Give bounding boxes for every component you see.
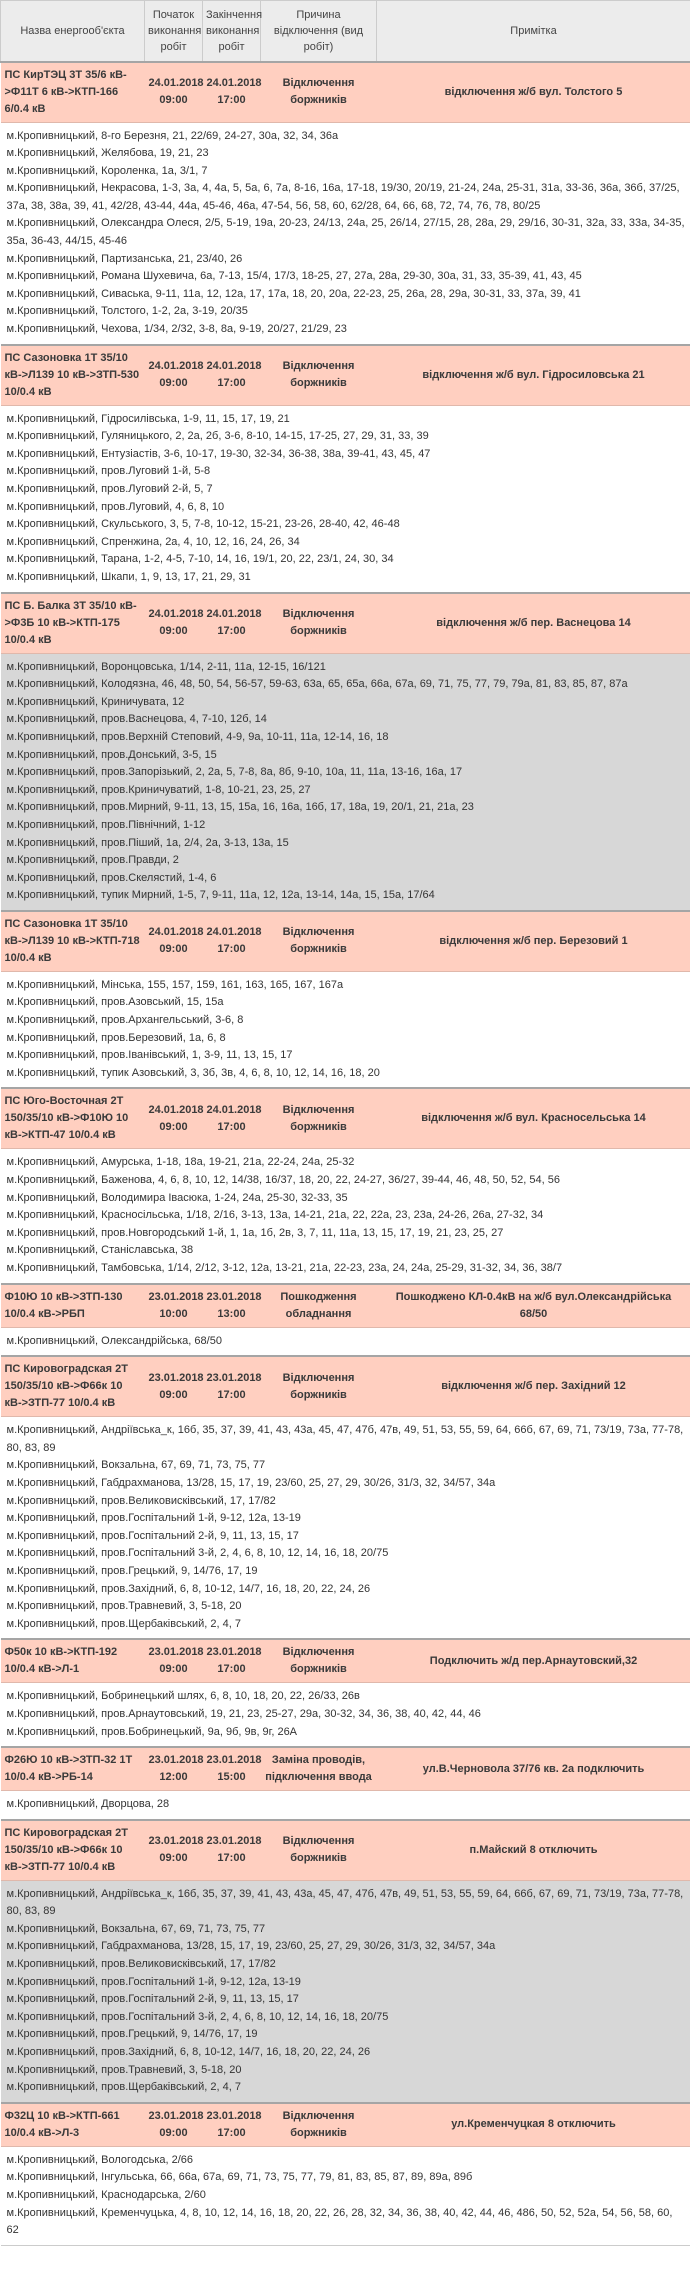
address-row [1, 1880, 690, 2103]
address-item: м.Кропивницький, пров.Васнецова, 4, 7-10, 12б, 14 [6, 713, 267, 726]
address-item: м.Кропивницький, пров.Скелястий, 1-4, 6 [6, 871, 217, 884]
address-item: м.Кропивницький, Криничувата, 12 [6, 695, 185, 708]
end-time: 17:00 [217, 1388, 246, 1401]
end-date: 24.01.2018 [206, 1103, 262, 1116]
reason: Заміна проводів, підключення ввода [261, 1747, 377, 1791]
reason: Відключення боржників [261, 1356, 377, 1417]
address-item: м.Кропивницький, Партизанська, 21, 23/40, 26 [6, 252, 243, 265]
start-cell [145, 1356, 203, 1417]
end-cell [203, 345, 261, 406]
start-cell [145, 345, 203, 406]
start-cell [145, 593, 203, 654]
outage-row [1, 1639, 690, 1683]
end-time: 17:00 [217, 94, 246, 106]
start-cell [145, 1639, 203, 1683]
address-list [1, 1880, 690, 2103]
address-item: м.Кропивницький, Вологодська, 2/66 [6, 2153, 194, 2166]
address-item: м.Кропивницький, Толстого, 1-2, 2а, 3-19, 20/35 [6, 305, 248, 318]
address-item: м.Кропивницький, пров.Березовий, 1а, 6, 8 [6, 1031, 226, 1044]
note: п.Майский 8 отключить [377, 1820, 690, 1881]
start-time: 12:00 [159, 1771, 188, 1784]
address-item: м.Кропивницький, Шкапи, 1, 9, 13, 17, 21, 29, 31 [6, 570, 251, 583]
address-item: м.Кропивницький, пров.Госпітальний 2-й, 9, 11, 13, 15, 17 [6, 1529, 299, 1542]
energy-object: ПС Сазоновка 1Т 35/10 кВ->Л139 10 кВ->ЗТП-530 10/0.4 кВ [1, 345, 145, 406]
end-cell [203, 1284, 261, 1328]
start-cell [145, 911, 203, 972]
end-date: 24.01.2018 [206, 926, 262, 939]
address-item: м.Кропивницький, пров.Криничуватий, 1-8, 10-21, 23, 25, 27 [6, 783, 311, 796]
address-row [1, 971, 690, 1088]
address-item: м.Кропивницький, Сиваська, 9-11, 11а, 12, 12а, 17, 17а, 18, 20, 20а, 22-23, 25, 26а, 28, 29а, 30-31, 33, 37а, 39, 41 [6, 287, 581, 300]
address-item: м.Кропивницький, Воронцовська, 1/14, 2-11, 11а, 12-15, 16/121 [6, 660, 326, 673]
address-item: м.Кропивницький, Вокзальна, 67, 69, 71, 73, 75, 77 [6, 1459, 266, 1472]
address-item: м.Кропивницький, Гідросилівська, 1-9, 11, 15, 17, 19, 21 [6, 412, 290, 425]
start-time: 09:00 [159, 943, 188, 956]
start-time: 09:00 [159, 1120, 188, 1133]
note: відключення ж/б пер. Березовий 1 [377, 911, 690, 972]
address-item: м.Кропивницький, пров.Госпітальний 1-й, 9-12, 12а, 13-19 [6, 1975, 301, 1988]
end-date: 23.01.2018 [206, 1371, 262, 1384]
start-date: 24.01.2018 [148, 1103, 204, 1116]
address-item: м.Кропивницький, Володимира Івасюка, 1-24, 24а, 25-30, 32-33, 35 [6, 1191, 348, 1204]
energy-object: Ф10Ю 10 кВ->ЗТП-130 10/0.4 кВ->РБП [1, 1284, 145, 1328]
address-item: м.Кропивницький, Короленка, 1а, 3/1, 7 [6, 164, 208, 177]
reason: Відключення боржників [261, 2103, 377, 2147]
start-date: 23.01.2018 [148, 1835, 204, 1848]
address-item: м.Кропивницький, Бобринецький шлях, 6, 8, 10, 18, 20, 22, 26/33, 26в [6, 1690, 360, 1703]
header-row [1, 1, 690, 62]
start-time: 09:00 [159, 1663, 188, 1676]
address-item: м.Кропивницький, пров.Луговий 2-й, 5, 7 [6, 483, 213, 495]
end-time: 17:00 [217, 1663, 246, 1676]
start-cell [145, 1088, 203, 1149]
address-item: м.Кропивницький, пров.Грецький, 9, 14/76, 17, 19 [6, 2028, 258, 2041]
address-item: м.Кропивницький, пров.Госпітальний 3-й, 2, 4, 6, 8, 10, 12, 14, 16, 18, 20/75 [6, 2010, 389, 2023]
outage-row [1, 1747, 690, 1791]
address-row [1, 1149, 690, 1284]
address-row [1, 653, 690, 911]
reason: Відключення боржників [261, 593, 377, 654]
start-date: 24.01.2018 [148, 77, 204, 89]
address-item: м.Кропивницький, пров.Великовисківський, 17, 17/82 [6, 1958, 276, 1971]
reason: Пошкодження обладнання [261, 1284, 377, 1328]
address-item: м.Кропивницький, Баженова, 4, 6, 8, 10, 12, 14/38, 16/37, 18, 20, 22, 24-27, 36/27, 39-44, 46, 48, 50, 52, 54, 56 [6, 1174, 560, 1187]
address-item: м.Кропивницький, Тарана, 1-2, 4-5, 7-10, 14, 16, 19/1, 20, 22, 23/1, 24, 30, 34 [6, 553, 394, 566]
end-date: 24.01.2018 [206, 77, 262, 89]
address-item: м.Кропивницький, Спренжина, 2а, 4, 10, 12, 16, 24, 26, 34 [6, 535, 300, 548]
address-row [1, 122, 690, 345]
address-item: м.Кропивницький, Станіславська, 38 [6, 1244, 194, 1257]
start-time: 09:00 [159, 377, 188, 390]
address-list [1, 122, 690, 345]
address-item: м.Кропивницький, Дворцова, 28 [6, 1798, 170, 1811]
address-list [1, 1417, 690, 1640]
address-item: м.Кропивницький, пров.Західний, 6, 8, 10-12, 14/7, 16, 18, 20, 22, 24, 26 [6, 2046, 371, 2059]
address-item: м.Кропивницький, Романа Шухевича, 6а, 7-13, 15/4, 17/3, 18-25, 27, 27а, 28а, 29-30, 30а, 31, 33, 35-39, 41, 43, 45 [6, 270, 582, 283]
energy-object: ПС Б. Балка 3Т 35/10 кВ->Ф3Б 10 кВ->КТП-175 10/0.4 кВ [1, 593, 145, 654]
end-cell [203, 2103, 261, 2147]
reason: Відключення боржників [261, 1639, 377, 1683]
address-row [1, 405, 690, 592]
end-date: 23.01.2018 [206, 1646, 262, 1659]
end-cell [203, 1356, 261, 1417]
end-cell [203, 1747, 261, 1791]
start-date: 23.01.2018 [148, 2109, 204, 2122]
address-item: м.Кропивницький, Тамбовська, 1/14, 2/12, 3-12, 12а, 13-21, 21а, 22-23, 23а, 24, 24а, 25-29, 31-32, 34, 36, 38/7 [6, 1262, 563, 1274]
address-list [1, 1149, 690, 1284]
address-item: м.Кропивницький, Ентузіастів, 3-6, 10-17, 19-30, 32-34, 36-38, 38а, 39-41, 43, 45, 47 [6, 447, 431, 460]
energy-object: ПС КирТЭЦ 3Т 35/6 кВ->Ф11Т 6 кВ->КТП-166 6/0.4 кВ [1, 62, 145, 123]
end-date: 23.01.2018 [206, 2109, 262, 2122]
note: ул.Кременчуцкая 8 отключить [377, 2103, 690, 2147]
outage-body [1, 62, 690, 2246]
reason: Відключення боржників [261, 345, 377, 406]
note: відключення ж/б вул. Гідросиловська 21 [377, 345, 690, 406]
outage-row [1, 62, 690, 123]
energy-object: Ф26Ю 10 кВ->ЗТП-32 1Т 10/0.4 кВ->РБ-14 [1, 1747, 145, 1791]
outage-row [1, 2103, 690, 2147]
energy-object: ПС Кировоградская 2Т 150/35/10 кВ->Ф66к 10 кВ->ЗТП-77 10/0.4 кВ [1, 1820, 145, 1881]
start-time: 09:00 [159, 1852, 188, 1865]
address-item: м.Кропивницький, Гуляницького, 2, 2а, 2б, 3-6, 8-10, 14-15, 17-25, 27, 29, 31, 33, 39 [6, 430, 429, 443]
header-start: Початок виконання робіт [145, 1, 203, 62]
address-item: м.Кропивницький, 8-го Березня, 21, 22/69, 24-27, 30а, 32, 34, 36а [6, 129, 339, 142]
address-item: м.Кропивницький, Чехова, 1/34, 2/32, 3-8, 8а, 9-19, 20/27, 21/29, 23 [6, 323, 347, 336]
energy-object: Ф32Ц 10 кВ->КТП-661 10/0.4 кВ->Л-3 [1, 2103, 145, 2147]
address-item: м.Кропивницький, пров.Бобринецький, 9а, 9б, 9в, 9г, 26А [6, 1725, 298, 1738]
header-end: Закінчення виконання робіт [203, 1, 261, 62]
end-cell [203, 1639, 261, 1683]
reason: Відключення боржників [261, 62, 377, 123]
start-date: 23.01.2018 [148, 1754, 204, 1767]
end-time: 15:00 [217, 1771, 246, 1784]
energy-object: ПС Кировоградская 2Т 150/35/10 кВ->Ф66к 10 кВ->ЗТП-77 10/0.4 кВ [1, 1356, 145, 1417]
start-cell [145, 62, 203, 123]
address-row [1, 1683, 690, 1747]
address-item: м.Кропивницький, пров.Архангельський, 3-6, 8 [6, 1014, 244, 1027]
outage-row [1, 1356, 690, 1417]
address-list [1, 2146, 690, 2245]
start-date: 24.01.2018 [148, 926, 204, 939]
end-time: 17:00 [217, 377, 246, 390]
note: відключення ж/б пер. Васнецова 14 [377, 593, 690, 654]
outage-row [1, 1820, 690, 1881]
address-item: м.Кропивницький, пров.Грецький, 9, 14/76, 17, 19 [6, 1564, 258, 1577]
start-date: 24.01.2018 [148, 360, 204, 373]
address-item: м.Кропивницький, Красносільська, 1/18, 2/16, 3-13, 13а, 14-21, 21а, 22, 22а, 23, 23а, 24-26, 26а, 27-32, 34 [6, 1209, 544, 1222]
address-list [1, 1327, 690, 1356]
outage-row [1, 593, 690, 654]
start-time: 09:00 [159, 2126, 188, 2139]
address-item: м.Кропивницький, пров.Щербаківський, 2, 4, 7 [6, 2081, 241, 2094]
start-date: 23.01.2018 [148, 1646, 204, 1659]
address-item: м.Кропивницький, Скульського, 3, 5, 7-8, 10-12, 15-21, 23-26, 28-40, 42, 46-48 [6, 518, 400, 531]
energy-object: Ф50к 10 кВ->КТП-192 10/0.4 кВ->Л-1 [1, 1639, 145, 1683]
address-item: м.Кропивницький, Некрасова, 1-3, 3а, 4, 4а, 5, 5а, 6, 7а, 8-16, 16а, 17-18, 19/30, 20/19, 21-24, 24а, 25-31, 31а, 33-36, 36а, 36б, 37/25, 37а, 38, 38а, 39, 41, 42/28, 43-44, 44а, 45-46, 46а, 47-54, 56, 58, 60, 62/28, 64, 66, 68, 72, 74, 76, 78, 80/25 [6, 182, 680, 212]
reason: Відключення боржників [261, 1820, 377, 1881]
outage-row [1, 1284, 690, 1328]
note: відключення ж/б вул. Красносельська 14 [377, 1088, 690, 1149]
address-item: м.Кропивницький, Олександрійська, 68/50 [6, 1334, 222, 1347]
end-date: 23.01.2018 [206, 1290, 262, 1303]
header-object: Назва енергооб'єкта [1, 1, 145, 62]
address-item: м.Кропивницький, Кременчуцька, 4, 8, 10, 12, 14, 16, 18, 20, 22, 26, 28, 32, 34, 36, 38, 40, 42, 44, 46, 486, 50, 52, 52а, 54, 56, 58, 60, 62 [6, 2206, 673, 2237]
outage-row [1, 345, 690, 406]
start-time: 09:00 [159, 94, 188, 106]
end-date: 23.01.2018 [206, 1754, 262, 1767]
address-item: м.Кропивницький, пров.Госпітальний 3-й, 2, 4, 6, 8, 10, 12, 14, 16, 18, 20/75 [6, 1547, 389, 1560]
end-date: 24.01.2018 [206, 360, 262, 373]
address-item: м.Кропивницький, Габдрахманова, 13/28, 15, 17, 19, 23/60, 25, 27, 29, 30/26, 31/3, 32, 34/57, 34а [6, 1476, 496, 1489]
start-cell [145, 1820, 203, 1881]
address-row [1, 2146, 690, 2245]
start-time: 09:00 [159, 625, 188, 638]
outage-row [1, 911, 690, 972]
end-time: 17:00 [217, 943, 246, 956]
note: відключення ж/б пер. Західний 12 [377, 1356, 690, 1417]
end-time: 13:00 [217, 1307, 246, 1320]
outage-row [1, 1088, 690, 1149]
address-item: м.Кропивницький, пров.Піший, 1а, 2/4, 2а, 3-13, 13а, 15 [6, 836, 289, 849]
address-item: м.Кропивницький, пров.Травневий, 3, 5-18, 20 [6, 2063, 242, 2076]
address-item: м.Кропивницький, Вокзальна, 67, 69, 71, 73, 75, 77 [6, 1922, 266, 1935]
start-cell [145, 1284, 203, 1328]
end-cell [203, 1820, 261, 1881]
address-item: м.Кропивницький, пров.Новгородський 1-й, 1, 1а, 1б, 2в, 3, 7, 11, 11а, 13, 15, 17, 19, 21, 23, 25, 27 [6, 1226, 504, 1239]
address-row [1, 1327, 690, 1356]
note: відключення ж/б вул. Толстого 5 [377, 62, 690, 123]
end-time: 17:00 [217, 625, 246, 638]
start-date: 23.01.2018 [148, 1371, 204, 1384]
address-item: м.Кропивницький, Колодязна, 46, 48, 50, 54, 56-57, 59-63, 63а, 65, 65а, 66а, 67а, 69, 71, 75, 77, 79, 79а, 81, 83, 85, 87, 87а [6, 678, 628, 691]
address-item: м.Кропивницький, пров.Азовський, 15, 15а [6, 996, 224, 1009]
end-time: 17:00 [217, 2126, 246, 2139]
header-reason: Причина відключення (вид робіт) [261, 1, 377, 62]
address-list [1, 405, 690, 592]
start-cell [145, 1747, 203, 1791]
address-list [1, 971, 690, 1088]
note: ул.В.Черновола 37/76 кв. 2а подключить [377, 1747, 690, 1791]
start-date: 24.01.2018 [148, 608, 204, 621]
address-item: м.Кропивницький, пров.Травневий, 3, 5-18, 20 [6, 1600, 242, 1613]
end-date: 24.01.2018 [206, 608, 262, 621]
start-time: 10:00 [159, 1307, 188, 1320]
address-list [1, 1791, 690, 1820]
end-cell [203, 593, 261, 654]
address-item: м.Кропивницький, пров.Великовисківський, 17, 17/82 [6, 1494, 276, 1507]
address-item: м.Кропивницький, пров.Госпітальний 1-й, 9-12, 12а, 13-19 [6, 1512, 301, 1525]
header-note: Примітка [377, 1, 690, 62]
end-cell [203, 911, 261, 972]
address-item: м.Кропивницький, Андріївська_к, 16б, 35, 37, 39, 41, 43, 43а, 45, 47, 47б, 47в, 49, 51, 53, 55, 59, 64, 66б, 67, 69, 71, 73/19, 73а, 77-78, 80, 83, 89 [6, 1887, 684, 1918]
address-item: м.Кропивницький, пров.Іванівський, 1, 3-9, 11, 13, 15, 17 [6, 1049, 293, 1062]
address-item: м.Кропивницький, пров.Щербаківський, 2, 4, 7 [6, 1617, 241, 1630]
address-item: м.Кропивницький, пров.Госпітальний 2-й, 9, 11, 13, 15, 17 [6, 1993, 299, 2006]
address-item: м.Кропивницький, Габдрахманова, 13/28, 15, 17, 19, 23/60, 25, 27, 29, 30/26, 31/3, 32, 34/57, 34а [6, 1940, 496, 1953]
end-cell [203, 1088, 261, 1149]
energy-object: ПС Сазоновка 1Т 35/10 кВ->Л139 10 кВ->КТП-718 10/0.4 кВ [1, 911, 145, 972]
address-list [1, 653, 690, 911]
address-item: м.Кропивницький, пров.Верхній Степовий, 4-9, 9а, 10-11, 11а, 12-14, 16, 18 [6, 730, 389, 743]
address-item: м.Кропивницький, пров.Північний, 1-12 [6, 818, 206, 831]
address-item: м.Кропивницький, пров.Західний, 6, 8, 10-12, 14/7, 16, 18, 20, 22, 24, 26 [6, 1582, 371, 1595]
note: Пошкоджено КЛ-0.4кВ на ж/б вул.Олександрійська 68/50 [377, 1284, 690, 1328]
address-item: м.Кропивницький, пров.Донський, 3-5, 15 [6, 748, 217, 761]
address-item: м.Кропивницький, Інгульська, 66, 66а, 67а, 69, 71, 73, 75, 77, 79, 81, 83, 85, 87, 89, 89а, 89б [6, 2171, 473, 2184]
address-item: м.Кропивницький, Мінська, 155, 157, 159, 161, 163, 165, 167, 167а [6, 978, 344, 991]
address-item: м.Кропивницький, Олександра Олеся, 2/5, 5-19, 19а, 20-23, 24/13, 24а, 25, 26/14, 27/15, 28, 28а, 29, 29/16, 30-31, 32а, 33, 33а, 34-35, 35а, 36-43, 44/15, 45-46 [6, 217, 685, 248]
energy-object: ПС Юго-Восточная 2Т 150/35/10 кВ->Ф10Ю 10 кВ->КТП-47 10/0.4 кВ [1, 1088, 145, 1149]
end-time: 17:00 [217, 1852, 246, 1865]
address-item: м.Кропивницький, пров.Луговий, 4, 6, 8, 10 [6, 500, 225, 513]
address-item: м.Кропивницький, Андріївська_к, 16б, 35, 37, 39, 41, 43, 43а, 45, 47, 47б, 47в, 49, 51, 53, 55, 59, 64, 66б, 67, 69, 71, 73/19, 73а, 77-78, 80, 83, 89 [6, 1424, 684, 1454]
address-list [1, 1683, 690, 1747]
address-item: м.Кропивницький, тупик Азовський, 3, 3б, 3в, 4, 6, 8, 10, 12, 14, 16, 18, 20 [6, 1066, 380, 1079]
address-item: м.Кропивницький, Краснодарська, 2/60 [6, 2189, 206, 2201]
reason: Відключення боржників [261, 911, 377, 972]
address-row [1, 1417, 690, 1640]
address-item: м.Кропивницький, тупик Мирний, 1-5, 7, 9-11, 11а, 12, 12а, 13-14, 14а, 15, 15а, 17/64 [6, 889, 435, 902]
address-row [1, 1791, 690, 1820]
address-item: м.Кропивницький, пров.Луговий 1-й, 5-8 [6, 465, 211, 478]
start-time: 09:00 [159, 1388, 188, 1401]
address-item: м.Кропивницький, пров.Запорізький, 2, 2а, 5, 7-8, 8а, 8б, 9-10, 10а, 11, 11а, 13-16, 16а, 17 [6, 766, 463, 779]
address-item: м.Кропивницький, пров.Мирний, 9-11, 13, 15, 15а, 16, 16а, 16б, 17, 18а, 19, 20/1, 21, 21а, 23 [6, 801, 474, 814]
end-time: 17:00 [217, 1120, 246, 1133]
address-item: м.Кропивницький, Желябова, 19, 21, 23 [6, 147, 209, 160]
address-item: м.Кропивницький, пров.Арнаутовський, 19, 21, 23, 25-27, 29а, 30-32, 34, 36, 38, 40, 42, 44, 46 [6, 1707, 481, 1720]
end-cell [203, 62, 261, 123]
reason: Відключення боржників [261, 1088, 377, 1149]
note: Подключить ж/д пер.Арнаутовский,32 [377, 1639, 690, 1683]
start-date: 23.01.2018 [148, 1290, 204, 1303]
address-item: м.Кропивницький, пров.Правди, 2 [6, 854, 179, 867]
address-item: м.Кропивницький, Амурська, 1-18, 18а, 19-21, 21а, 22-24, 24а, 25-32 [6, 1156, 355, 1169]
end-date: 23.01.2018 [206, 1835, 262, 1848]
start-cell [145, 2103, 203, 2147]
